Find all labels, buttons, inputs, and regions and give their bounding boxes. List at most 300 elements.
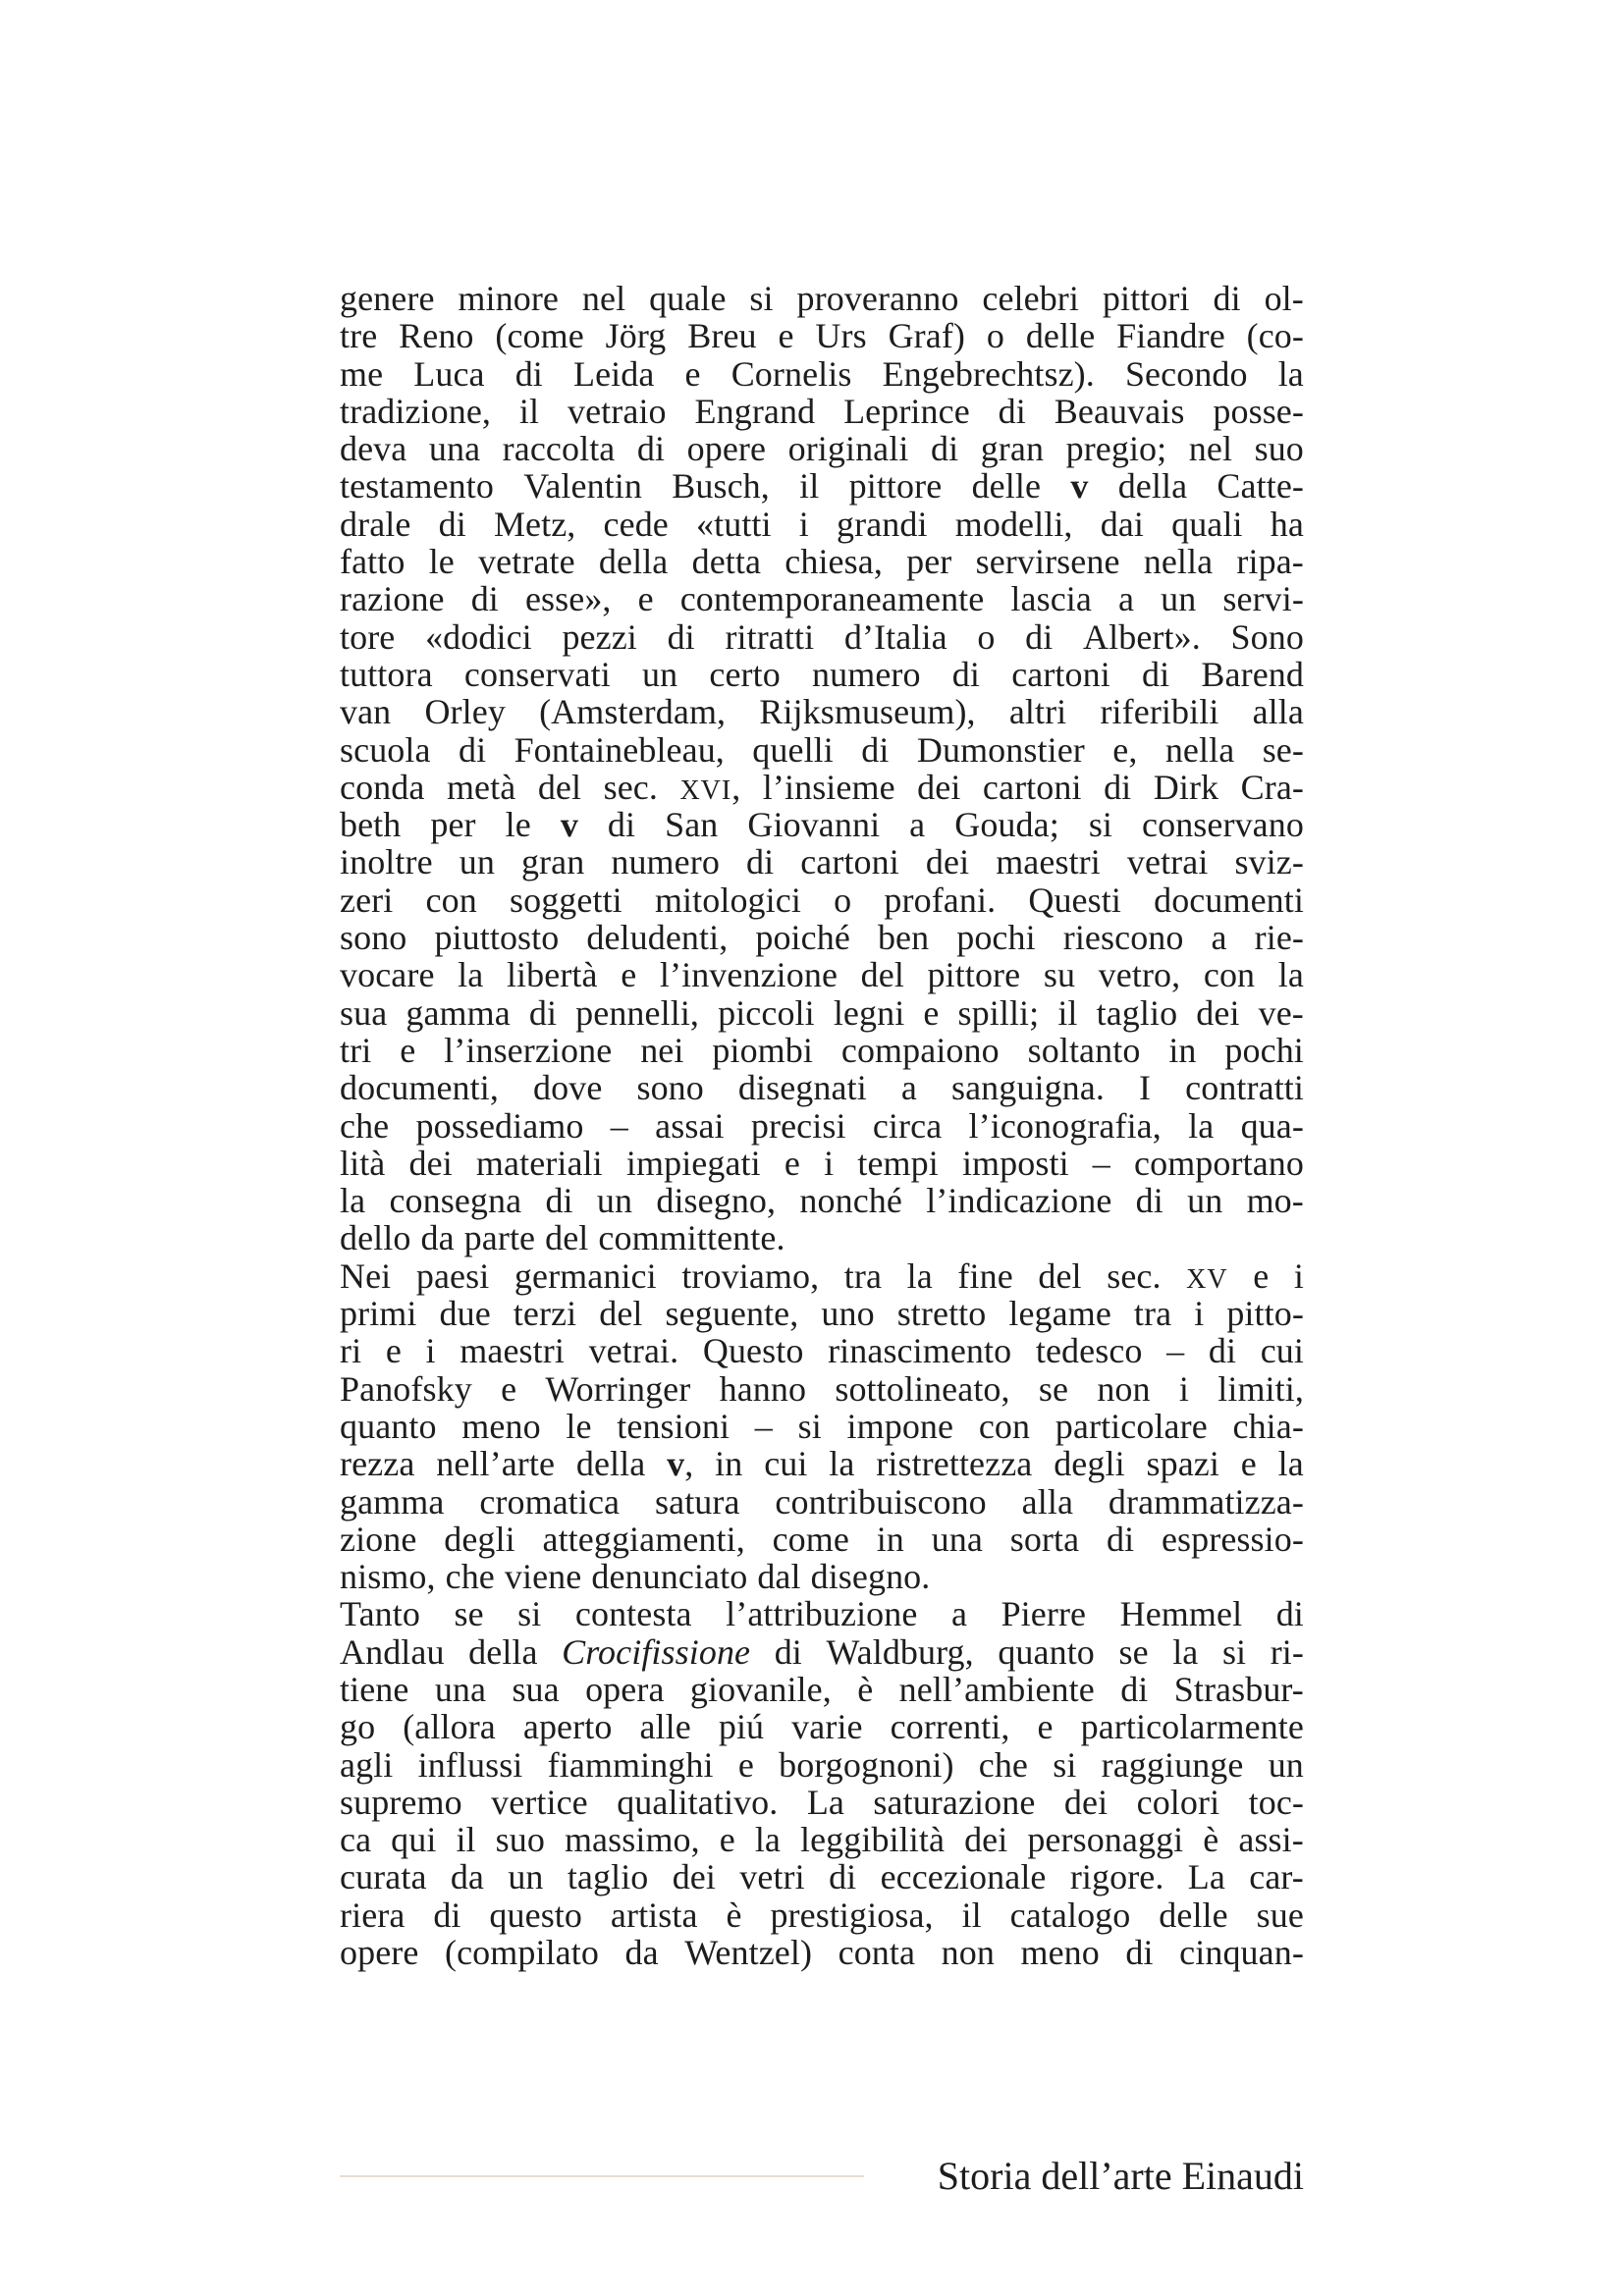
word: e xyxy=(778,316,794,356)
word: ri xyxy=(340,1331,362,1371)
word: si xyxy=(1088,805,1113,845)
word: dei xyxy=(672,1857,716,1897)
word: celebri xyxy=(982,279,1079,318)
word: van xyxy=(340,692,392,732)
word: Dumonstier xyxy=(916,729,1085,770)
word: Nei xyxy=(340,1255,392,1296)
word: Orley xyxy=(424,692,506,732)
word: la xyxy=(458,955,484,995)
word: vetri xyxy=(739,1857,805,1897)
word: che xyxy=(445,1557,495,1597)
word: pittore xyxy=(848,466,943,507)
word: (co- xyxy=(1246,316,1304,356)
word: l’insieme xyxy=(762,767,895,807)
word: Andlau xyxy=(340,1631,445,1672)
word: è xyxy=(1203,1820,1219,1860)
word: è xyxy=(857,1669,874,1709)
word: compaiono xyxy=(840,1030,1000,1070)
word: e xyxy=(1037,1707,1054,1747)
word: gamma xyxy=(406,992,511,1033)
word: consegna xyxy=(389,1181,522,1221)
word: drammatizza- xyxy=(1108,1481,1304,1522)
word: di xyxy=(1104,767,1132,807)
word: colori xyxy=(1136,1782,1220,1822)
word: raccolta xyxy=(502,429,616,469)
word: terzi xyxy=(513,1294,577,1334)
word: una xyxy=(428,429,481,469)
word: il xyxy=(456,1820,476,1860)
text-line xyxy=(340,806,1304,843)
word: committente. xyxy=(598,1218,785,1258)
word: leggibilità xyxy=(800,1820,946,1860)
word: Giovanni xyxy=(747,805,881,845)
word: sono xyxy=(636,1068,704,1108)
word: Panofsky xyxy=(340,1368,472,1409)
word: un xyxy=(459,842,495,882)
text-line xyxy=(340,1784,1304,1821)
word: di xyxy=(458,729,487,770)
word: ha xyxy=(1270,504,1304,544)
word: di xyxy=(930,429,959,469)
word: assai xyxy=(655,1105,725,1146)
word: minore xyxy=(458,279,559,318)
text-line xyxy=(340,1934,1304,1971)
word: di xyxy=(1213,279,1241,318)
word: se xyxy=(1118,1631,1149,1672)
word: «dodici xyxy=(425,616,532,657)
word: i xyxy=(798,504,809,544)
word: e xyxy=(385,1331,402,1371)
word: Metz, xyxy=(493,504,576,544)
word: cede xyxy=(603,504,669,544)
word: possediamo xyxy=(415,1105,584,1146)
word: una xyxy=(931,1519,983,1559)
word: (Amsterdam, xyxy=(539,692,727,732)
word: se xyxy=(454,1594,484,1634)
word: in xyxy=(876,1519,904,1559)
text-line xyxy=(340,1257,1304,1295)
word: che xyxy=(978,1744,1029,1785)
word: di xyxy=(528,992,558,1033)
word: di xyxy=(433,1895,461,1935)
word: la xyxy=(829,1444,855,1484)
word: si xyxy=(749,279,774,318)
word: ben xyxy=(877,918,930,958)
word: personaggi xyxy=(1027,1820,1184,1860)
word: il xyxy=(799,466,820,507)
word: massimo, xyxy=(564,1820,700,1860)
word: rie- xyxy=(1254,918,1304,958)
text-line xyxy=(340,618,1304,656)
word: fine xyxy=(957,1255,1013,1296)
word: circa xyxy=(872,1105,943,1146)
word: deva xyxy=(340,429,407,469)
word: vertice xyxy=(491,1782,588,1822)
text-line xyxy=(340,317,1304,354)
word: conda xyxy=(340,767,425,807)
word: quanto xyxy=(998,1631,1095,1672)
word: Hemmel xyxy=(1119,1594,1243,1634)
word: le xyxy=(428,542,455,582)
word: di xyxy=(545,1181,573,1221)
word: Tanto xyxy=(340,1594,420,1634)
word: prestigiosa, xyxy=(770,1895,934,1935)
word: di xyxy=(514,353,543,394)
word: ca xyxy=(340,1820,372,1860)
word: numero xyxy=(611,842,720,882)
word: gran xyxy=(980,429,1045,469)
word: contratti xyxy=(1185,1068,1304,1108)
word: nell’arte xyxy=(436,1444,556,1484)
word: espressio- xyxy=(1161,1519,1304,1559)
word: un xyxy=(642,654,678,694)
word: – xyxy=(754,1406,773,1446)
word: Fontainebleau, xyxy=(514,729,725,770)
word: tradizione, xyxy=(340,391,492,431)
word: Cornelis xyxy=(730,353,852,394)
text-line xyxy=(340,1746,1304,1784)
word: soggetti xyxy=(509,880,622,920)
word: cui xyxy=(764,1444,808,1484)
word: vetro, xyxy=(1098,955,1181,995)
word: catalogo xyxy=(1009,1895,1131,1935)
word: nismo, xyxy=(340,1557,436,1597)
word: Beauvais xyxy=(1054,391,1185,431)
word: libertà xyxy=(506,955,598,995)
word: se- xyxy=(1262,729,1304,770)
word: di xyxy=(1142,654,1170,694)
word: e xyxy=(1240,1444,1257,1484)
word: rinascimento xyxy=(828,1331,1012,1371)
word: gran xyxy=(520,842,585,882)
word: l’invenzione xyxy=(659,955,839,995)
word: in xyxy=(715,1444,743,1484)
text-line xyxy=(340,919,1304,956)
word: da xyxy=(450,1857,485,1897)
word: lascia xyxy=(1010,579,1092,619)
word: del xyxy=(537,767,582,807)
footer-rule xyxy=(340,2175,864,2177)
word: nonché xyxy=(799,1181,902,1221)
word: influssi xyxy=(417,1744,523,1785)
word: soltanto xyxy=(1027,1030,1141,1070)
word: parte xyxy=(463,1218,536,1258)
word: cartoni xyxy=(982,767,1082,807)
word: sono xyxy=(340,918,407,958)
word: tedesco xyxy=(1035,1331,1143,1371)
word: vetrate xyxy=(478,542,575,582)
text-line xyxy=(340,506,1304,543)
word: dello xyxy=(340,1218,411,1258)
word: alla xyxy=(1252,692,1304,732)
text-line xyxy=(340,843,1304,881)
text-line xyxy=(340,1445,1304,1482)
word: Albert». xyxy=(1083,616,1201,657)
text-line xyxy=(340,580,1304,617)
word: drale xyxy=(340,504,411,544)
word: posse- xyxy=(1213,391,1304,431)
word: degli xyxy=(1054,1444,1125,1484)
word: disegno, xyxy=(656,1181,777,1221)
word: un xyxy=(1187,1181,1223,1221)
word: vocare xyxy=(340,955,435,995)
text-line xyxy=(340,1069,1304,1106)
word: del xyxy=(599,1294,643,1334)
word: deludenti, xyxy=(586,918,729,958)
word: pittori xyxy=(1102,279,1190,318)
word: scuola xyxy=(340,729,431,770)
word: con xyxy=(978,1406,1031,1446)
word: di xyxy=(774,1631,802,1672)
word: contribuiscono xyxy=(775,1481,987,1522)
word: Dirk xyxy=(1153,767,1219,807)
word: proveranno xyxy=(796,279,959,318)
word: aperto xyxy=(522,1707,613,1747)
word: cinquan- xyxy=(1179,1933,1304,1973)
word: a xyxy=(909,805,926,845)
word: piú xyxy=(718,1707,765,1747)
word: ve- xyxy=(1258,992,1304,1033)
word: della xyxy=(598,542,669,582)
word: La xyxy=(1187,1857,1225,1897)
word: sue xyxy=(1256,1895,1304,1935)
word: pregio; xyxy=(1065,429,1167,469)
word: della xyxy=(1117,466,1188,507)
word: certo xyxy=(709,654,781,694)
word: dei xyxy=(408,1143,453,1183)
word: i xyxy=(824,1143,835,1183)
word: e xyxy=(719,1820,735,1860)
word: – xyxy=(1092,1143,1110,1183)
word: (allora xyxy=(403,1707,496,1747)
word: il xyxy=(518,391,540,431)
word: grandi xyxy=(837,504,928,544)
footer-title: Storia dell’arte Einaudi xyxy=(937,2154,1304,2198)
word: tuttora xyxy=(340,654,433,694)
text-line xyxy=(340,1483,1304,1521)
word: di xyxy=(1208,1331,1237,1371)
word: sviz- xyxy=(1234,842,1304,882)
word: con xyxy=(1203,955,1256,995)
word: nei xyxy=(640,1030,684,1070)
word: che xyxy=(340,1105,390,1146)
word: o xyxy=(834,880,852,920)
word: Valentin xyxy=(523,466,642,507)
word: le xyxy=(505,805,531,845)
word: dei xyxy=(917,767,961,807)
word: genere xyxy=(340,279,435,318)
word: satura xyxy=(655,1481,740,1522)
text-line xyxy=(340,731,1304,769)
word: pittore xyxy=(927,955,1021,995)
word: spazi xyxy=(1146,1444,1219,1484)
word: opera xyxy=(585,1669,665,1709)
word: si xyxy=(797,1406,822,1446)
text-line xyxy=(340,881,1304,919)
text-line xyxy=(340,693,1304,730)
word: suo xyxy=(495,1820,545,1860)
word: l’inserzione xyxy=(444,1030,613,1070)
text-line xyxy=(340,543,1304,580)
word: alle xyxy=(639,1707,691,1747)
word: tri xyxy=(340,1030,372,1070)
word: uno xyxy=(821,1294,875,1334)
word: delle xyxy=(1159,1895,1228,1935)
word: contemporaneamente xyxy=(679,579,985,619)
word: taglio xyxy=(1096,992,1178,1033)
text-line xyxy=(340,1107,1304,1145)
word: vetraio xyxy=(568,391,667,431)
word: ristrettezza xyxy=(876,1444,1033,1484)
word: zeri xyxy=(340,880,394,920)
word: toc- xyxy=(1248,1782,1304,1822)
word: varie xyxy=(791,1707,863,1747)
text-line xyxy=(340,956,1304,993)
text-line xyxy=(340,1145,1304,1182)
text-line xyxy=(340,430,1304,467)
word: piuttosto xyxy=(434,918,560,958)
word: l’indicazione xyxy=(926,1181,1112,1221)
word: originali xyxy=(787,429,909,469)
text-line xyxy=(340,994,1304,1032)
word: pochi xyxy=(1224,1030,1304,1070)
word: l’attribuzione xyxy=(726,1594,918,1634)
word: Reno xyxy=(399,316,474,356)
word: i xyxy=(425,1331,436,1371)
word: quanto xyxy=(340,1406,437,1446)
word: Graf) xyxy=(888,316,966,356)
word: di xyxy=(667,616,695,657)
word: sottolineato, xyxy=(835,1368,1010,1409)
word: ri- xyxy=(1270,1631,1304,1672)
word: in xyxy=(1168,1030,1197,1070)
word: per xyxy=(906,542,952,582)
word: chiesa, xyxy=(784,542,883,582)
word: cartoni xyxy=(800,842,899,882)
word: questo xyxy=(489,1895,583,1935)
word: documenti, xyxy=(340,1068,499,1108)
text-line xyxy=(340,1219,1304,1256)
text-line xyxy=(340,467,1304,505)
word: tra xyxy=(1133,1294,1172,1334)
word: e xyxy=(923,992,940,1033)
word: suo xyxy=(1254,429,1304,469)
word: quelli xyxy=(752,729,834,770)
word: v, xyxy=(667,1444,694,1484)
word: piccoli xyxy=(718,992,815,1033)
word: nel xyxy=(581,279,626,318)
word: Catte- xyxy=(1217,466,1304,507)
text-line xyxy=(340,1896,1304,1934)
word: detta xyxy=(691,542,762,582)
word: di xyxy=(1106,1519,1135,1559)
word: di xyxy=(1125,1933,1154,1973)
word: (come xyxy=(495,316,584,356)
word: curata xyxy=(340,1857,427,1897)
word: si xyxy=(1221,1631,1247,1672)
word: e xyxy=(637,579,654,619)
word: servirsene xyxy=(975,542,1120,582)
word: Gouda; xyxy=(954,805,1059,845)
word: i xyxy=(1194,1294,1205,1334)
word: esse», xyxy=(524,579,612,619)
word: sua xyxy=(512,1669,560,1709)
word: chia- xyxy=(1232,1406,1304,1446)
word: due xyxy=(439,1294,491,1334)
word: Worringer xyxy=(545,1368,691,1409)
word: Waldburg, xyxy=(826,1631,974,1672)
word: imposti xyxy=(961,1143,1069,1183)
word: disegno. xyxy=(810,1557,931,1597)
word: la xyxy=(1277,353,1304,394)
word: di xyxy=(829,1857,857,1897)
word: pennelli, xyxy=(575,992,700,1033)
word: Rijksmuseum), xyxy=(759,692,976,732)
word: della xyxy=(468,1631,538,1672)
word: conservati xyxy=(463,654,611,694)
word: particolarmente xyxy=(1080,1707,1304,1747)
word: supremo xyxy=(340,1782,462,1822)
word: denunciato xyxy=(591,1557,748,1597)
text-line xyxy=(340,1408,1304,1445)
text-line xyxy=(340,769,1304,806)
word: Crocifissione xyxy=(562,1631,751,1672)
word: e xyxy=(501,1368,517,1409)
word: troviamo, xyxy=(681,1255,820,1296)
word: saturazione xyxy=(873,1782,1036,1822)
word: pezzi xyxy=(562,616,637,657)
word: del xyxy=(860,955,904,995)
word: giovanile, xyxy=(689,1669,832,1709)
word: pochi xyxy=(956,918,1036,958)
word: la xyxy=(1172,1631,1199,1672)
word: Busch, xyxy=(672,466,770,507)
word: assi- xyxy=(1238,1820,1304,1860)
word: sec. xyxy=(1107,1255,1162,1296)
word: nel xyxy=(1188,429,1233,469)
word: numero xyxy=(812,654,921,694)
word: Questo xyxy=(702,1331,804,1371)
word: artista xyxy=(610,1895,698,1935)
word: tensioni xyxy=(617,1406,730,1446)
word: sec. xyxy=(603,767,658,807)
word: cromatica xyxy=(479,1481,621,1522)
word: di xyxy=(607,805,636,845)
word: un xyxy=(596,1181,633,1221)
word: la xyxy=(754,1820,782,1860)
word: tiene xyxy=(340,1669,409,1709)
text-line xyxy=(340,1182,1304,1219)
word: maestri xyxy=(996,842,1101,882)
word: non xyxy=(1097,1368,1151,1409)
word: stretto xyxy=(896,1294,987,1334)
word: zione xyxy=(340,1519,417,1559)
word: – xyxy=(610,1105,628,1146)
word: e xyxy=(400,1030,416,1070)
word: cui xyxy=(1260,1331,1304,1371)
word: d’Italia xyxy=(843,616,947,657)
word: conta xyxy=(838,1933,916,1973)
word: è xyxy=(726,1895,742,1935)
word: particolare xyxy=(1055,1406,1208,1446)
word: precisi xyxy=(750,1105,846,1146)
word: ol- xyxy=(1264,279,1304,318)
word: Breu xyxy=(687,316,757,356)
word: un xyxy=(1161,579,1197,619)
word: l’iconografia, xyxy=(968,1105,1162,1146)
text-line xyxy=(340,1295,1304,1332)
word: di xyxy=(745,842,775,882)
